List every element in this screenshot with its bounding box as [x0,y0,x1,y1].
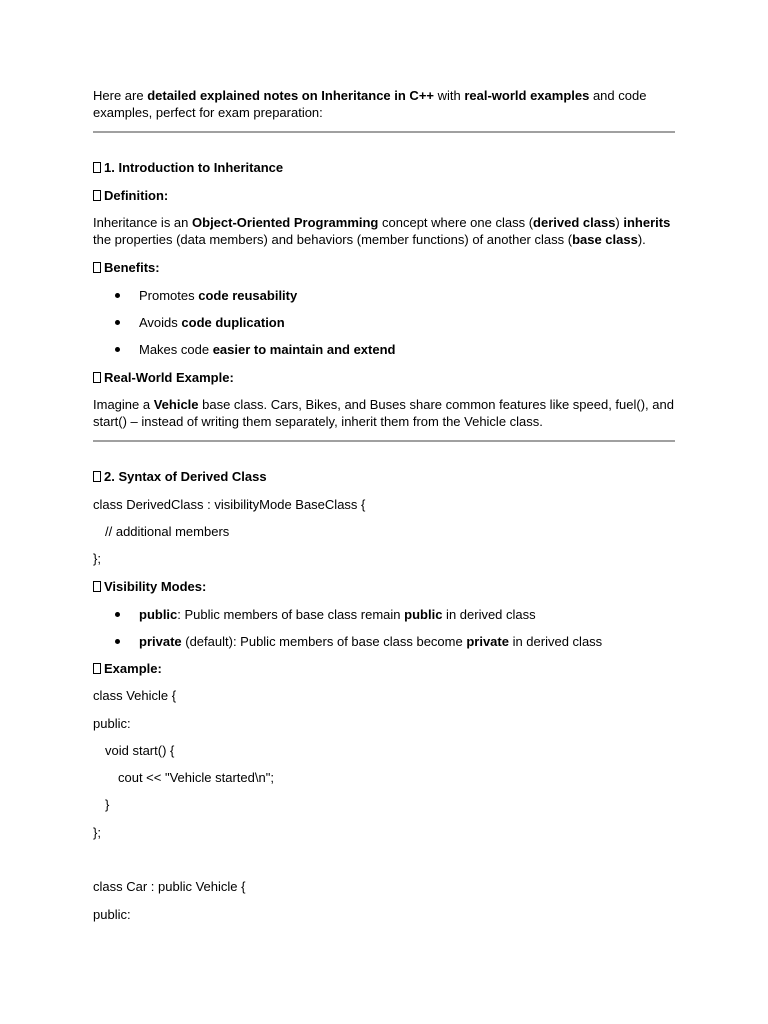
code-line: }; [93,551,101,566]
list-item [139,314,285,331]
code-line: class Vehicle { [93,688,177,703]
realworld-label: Real-World Example: [104,370,234,385]
visibility-modes-heading [93,578,206,595]
list-item [139,341,395,358]
visibility-modes-label: Visibility Modes: [104,579,207,594]
code-line: public: [93,907,131,922]
bullet-icon [115,639,120,644]
section-1-heading [93,159,283,176]
list-item-bold: private [466,634,509,649]
bullet-icon [115,347,120,352]
intro-text-2: with [434,88,465,103]
emoji-placeholder-icon [93,162,101,173]
emoji-placeholder-icon [93,581,101,592]
code-line: }; [93,825,101,840]
horizontal-rule [93,131,675,133]
section-2-heading [93,468,267,485]
list-item-bold: easier to maintain and extend [212,342,396,357]
definition-text-2: concept where one class ( [378,215,534,230]
list-item [139,633,602,650]
realworld-text-2: base class. Cars, Bikes, and Buses share common features like speed, fuel(), and start() – instead of writing them separately, inherit them from the Vehicle class. [93,397,674,429]
definition-bold-4: base class [572,232,638,247]
list-item-text: Avoids [139,315,182,330]
intro-paragraph [93,87,675,121]
definition-text-3: ) [615,215,624,230]
definition-label: Definition: [104,188,169,203]
code-line: class DerivedClass : visibilityMode BaseClass { [93,497,366,512]
section-1-title: 1. Introduction to Inheritance [104,160,284,175]
code-line: // additional members [105,524,230,539]
bullet-icon [115,293,120,298]
definition-text-4: the properties (data members) and behaviors (member functions) of another class ( [93,232,573,247]
list-item-text: : Public members of base class remain [177,607,405,622]
example-label: Example: [104,661,162,676]
code-line: } [105,797,110,812]
emoji-placeholder-icon [93,471,101,482]
benefits-label: Benefits: [104,260,160,275]
code-line: cout << "Vehicle started\n"; [118,770,274,785]
definition-bold-1: Object-Oriented Programming [192,215,379,230]
list-item-text: in derived class [442,607,536,622]
emoji-placeholder-icon [93,190,101,201]
definition-heading [93,187,168,204]
realworld-bold-1: Vehicle [153,397,199,412]
list-item-bold: code reusability [198,288,298,303]
definition-text-1: Inheritance is an [93,215,193,230]
intro-bold-1: detailed explained notes on Inheritance in C++ [147,88,434,103]
list-item-text: Makes code [139,342,213,357]
intro-text-3: and code examples, perfect for exam preparation: [93,88,647,120]
definition-bold-2: derived class [533,215,616,230]
list-item-bold: public [404,607,443,622]
intro-text-1: Here are [93,88,148,103]
emoji-placeholder-icon [93,372,101,383]
list-item-bold: code duplication [181,315,285,330]
list-item-bold: private [139,634,182,649]
definition-paragraph [93,214,675,248]
intro-bold-2: real-world examples [464,88,590,103]
realworld-text-1: Imagine a [93,397,154,412]
definition-text-5: ). [637,232,646,247]
code-line: void start() { [105,743,175,758]
list-item-text: in derived class [508,634,603,649]
realworld-heading [93,369,234,386]
list-item-text: Promotes [139,288,199,303]
emoji-placeholder-icon [93,262,101,273]
definition-bold-3: inherits [623,215,671,230]
bullet-icon [115,320,120,325]
list-item-text: (default): Public members of base class become [181,634,467,649]
section-2-title: 2. Syntax of Derived Class [104,469,267,484]
realworld-paragraph [93,396,675,430]
code-line: class Car : public Vehicle { [93,879,246,894]
example-heading [93,660,162,677]
list-item [139,606,536,623]
benefits-heading [93,259,160,276]
list-item-bold: public [139,607,178,622]
list-item [139,287,297,304]
code-line: public: [93,716,131,731]
bullet-icon [115,612,120,617]
emoji-placeholder-icon [93,663,101,674]
horizontal-rule [93,440,675,442]
